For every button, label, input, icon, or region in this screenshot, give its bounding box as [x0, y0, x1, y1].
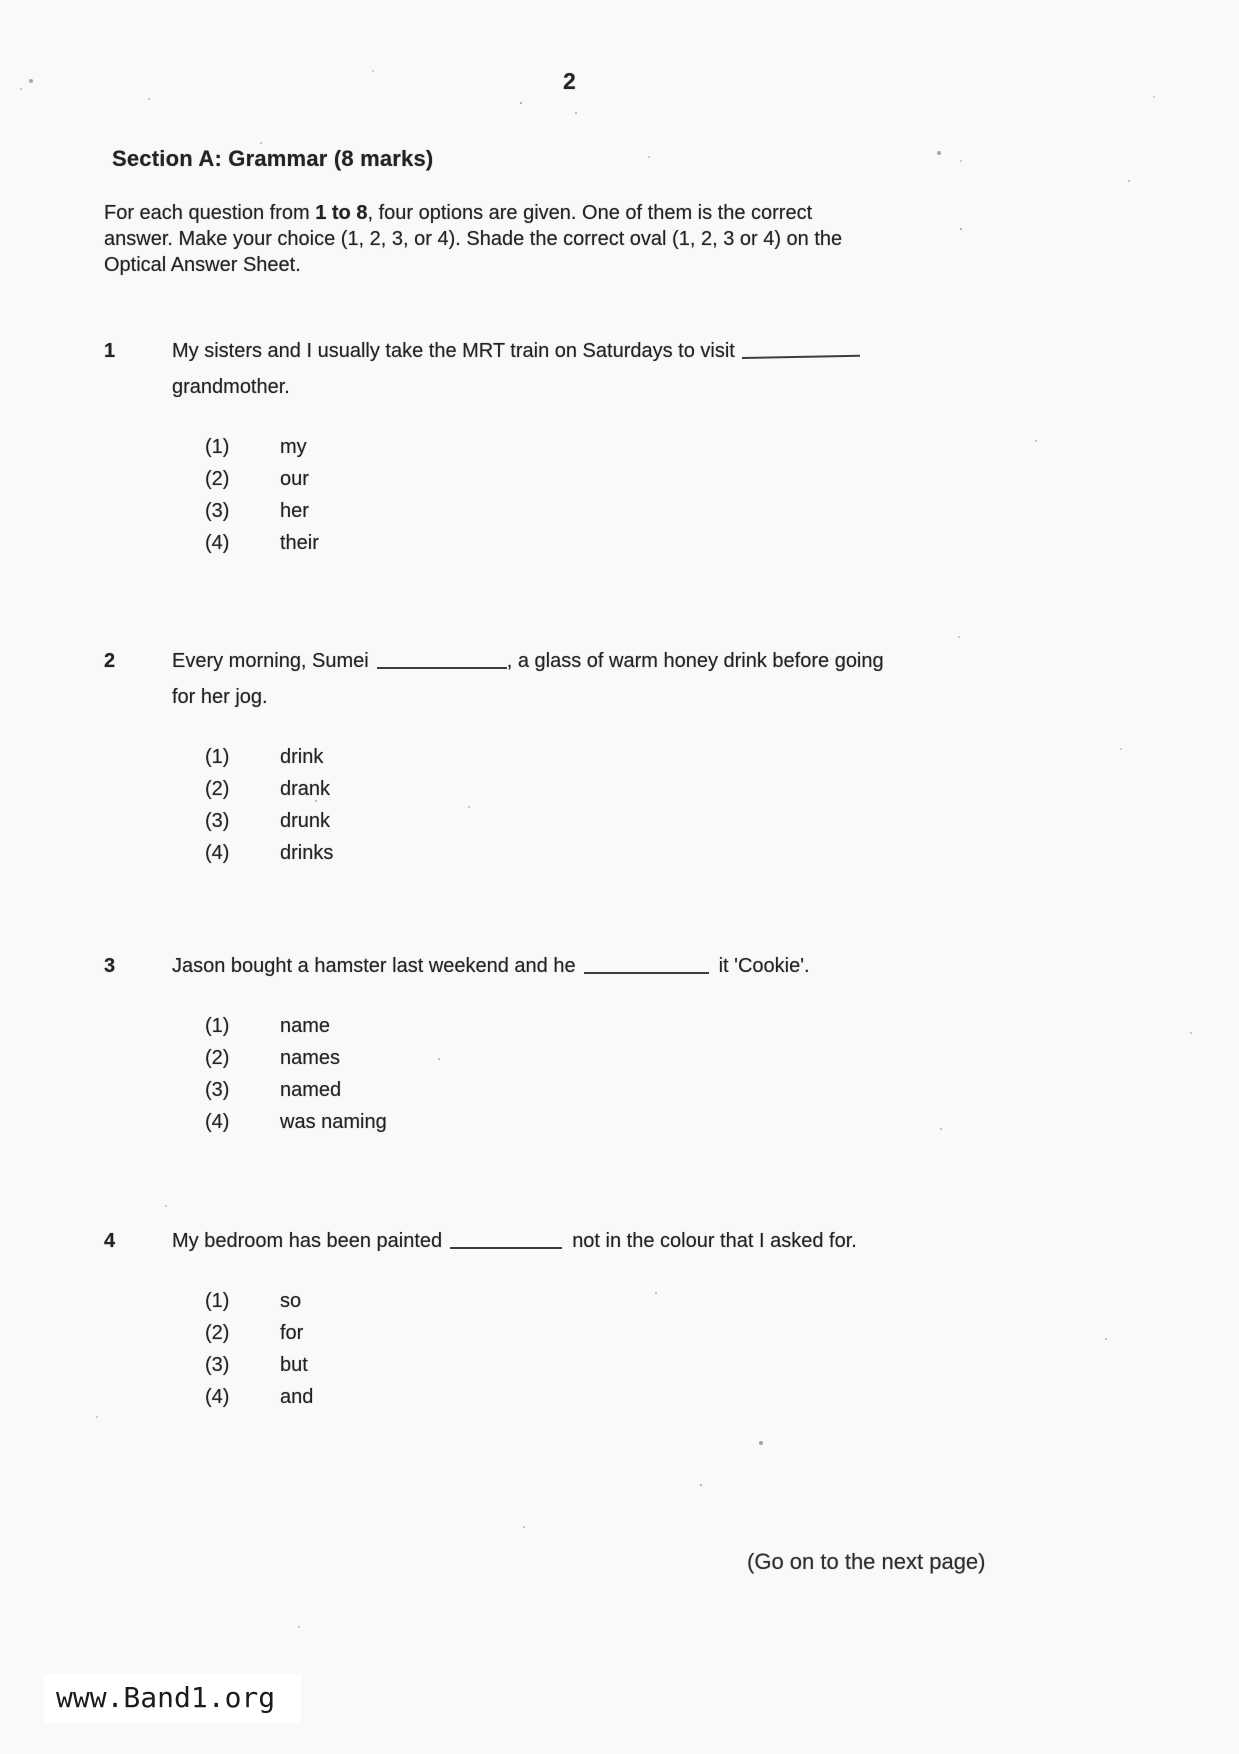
- option-row: [205, 773, 992, 805]
- answer-blank: [450, 1231, 562, 1249]
- options-list: [205, 431, 992, 559]
- option-row: [205, 1381, 992, 1413]
- instructions-text: , four options are given. One of them is the correct: [367, 202, 813, 224]
- option-label: their: [280, 532, 319, 554]
- watermark: www.Band1.org: [44, 1674, 301, 1723]
- option-label: named: [280, 1079, 342, 1101]
- scan-noise: [0, 0, 2, 2]
- option-row: [205, 1285, 992, 1317]
- option-marker: (1): [205, 1290, 230, 1312]
- option-label: my: [280, 436, 307, 458]
- option-marker: (2): [205, 778, 230, 800]
- option-row: [205, 1106, 992, 1138]
- option-row: [205, 495, 992, 527]
- instructions-line-3: Optical Answer Sheet.: [104, 254, 301, 276]
- question-number: 1: [104, 340, 116, 362]
- question-text: My bedroom has been painted not in the colour that I asked for.: [172, 1230, 857, 1252]
- option-label: drunk: [280, 810, 331, 832]
- instructions-line-2: answer. Make your choice (1, 2, 3, or 4). Shade the correct oval (1, 2, 3 or 4) on the: [104, 228, 843, 250]
- option-label: name: [280, 1015, 331, 1037]
- question-text: Jason bought a hamster last weekend and he it 'Cookie'.: [172, 955, 810, 977]
- option-marker: (2): [205, 1322, 230, 1344]
- option-marker: (2): [205, 468, 230, 490]
- option-marker: (4): [205, 1111, 230, 1133]
- question-text-line2: for her jog.: [172, 686, 268, 708]
- question-text: Every morning, Sumei , a glass of warm honey drink before going: [172, 650, 884, 672]
- option-label: names: [280, 1047, 341, 1069]
- option-label: but: [280, 1354, 308, 1376]
- question-number: 2: [104, 650, 116, 672]
- options-list: [205, 1285, 992, 1413]
- option-marker: (4): [205, 532, 230, 554]
- question-text-line2: grandmother.: [172, 376, 290, 398]
- option-label: our: [280, 468, 309, 490]
- option-marker: (3): [205, 810, 230, 832]
- option-marker: (4): [205, 1386, 230, 1408]
- option-row: [205, 1317, 992, 1349]
- option-marker: (3): [205, 1354, 230, 1376]
- option-marker: (1): [205, 436, 230, 458]
- option-row: [205, 1042, 992, 1074]
- option-row: [205, 741, 992, 773]
- option-row: [205, 837, 992, 869]
- question-number: 3: [104, 955, 116, 977]
- section-title: Section A: Grammar (8 marks): [112, 146, 434, 171]
- instructions-text: For each question from: [104, 202, 316, 224]
- question-number: 4: [104, 1230, 116, 1252]
- option-label: drank: [280, 778, 331, 800]
- options-list: [205, 741, 992, 869]
- next-page-note: (Go on to the next page): [747, 1549, 986, 1574]
- option-label: was naming: [280, 1111, 387, 1133]
- option-row: [205, 1349, 992, 1381]
- option-marker: (3): [205, 500, 230, 522]
- question-text: My sisters and I usually take the MRT train on Saturdays to visit: [172, 333, 992, 369]
- option-marker: (1): [205, 1015, 230, 1037]
- option-label: her: [280, 500, 309, 522]
- answer-blank: [584, 956, 709, 974]
- answer-blank: [741, 339, 859, 359]
- options-list: [205, 1010, 992, 1138]
- option-label: so: [280, 1290, 302, 1312]
- instructions-line-1: [104, 200, 842, 226]
- option-label: drink: [280, 746, 324, 768]
- option-row: [205, 1010, 992, 1042]
- option-row: [205, 805, 992, 837]
- option-marker: (2): [205, 1047, 230, 1069]
- option-row: [205, 463, 992, 495]
- option-label: drinks: [280, 842, 334, 864]
- page-number: 2: [563, 68, 576, 94]
- option-marker: (3): [205, 1079, 230, 1101]
- option-marker: (4): [205, 842, 230, 864]
- instructions-bold-range: 1 to 8: [315, 202, 368, 224]
- option-row: [205, 431, 992, 463]
- option-marker: (1): [205, 746, 230, 768]
- option-label: for: [280, 1322, 304, 1344]
- answer-blank: [377, 651, 507, 669]
- option-row: [205, 527, 992, 559]
- option-label: and: [280, 1386, 314, 1408]
- option-row: [205, 1074, 992, 1106]
- section-instructions: [104, 200, 842, 278]
